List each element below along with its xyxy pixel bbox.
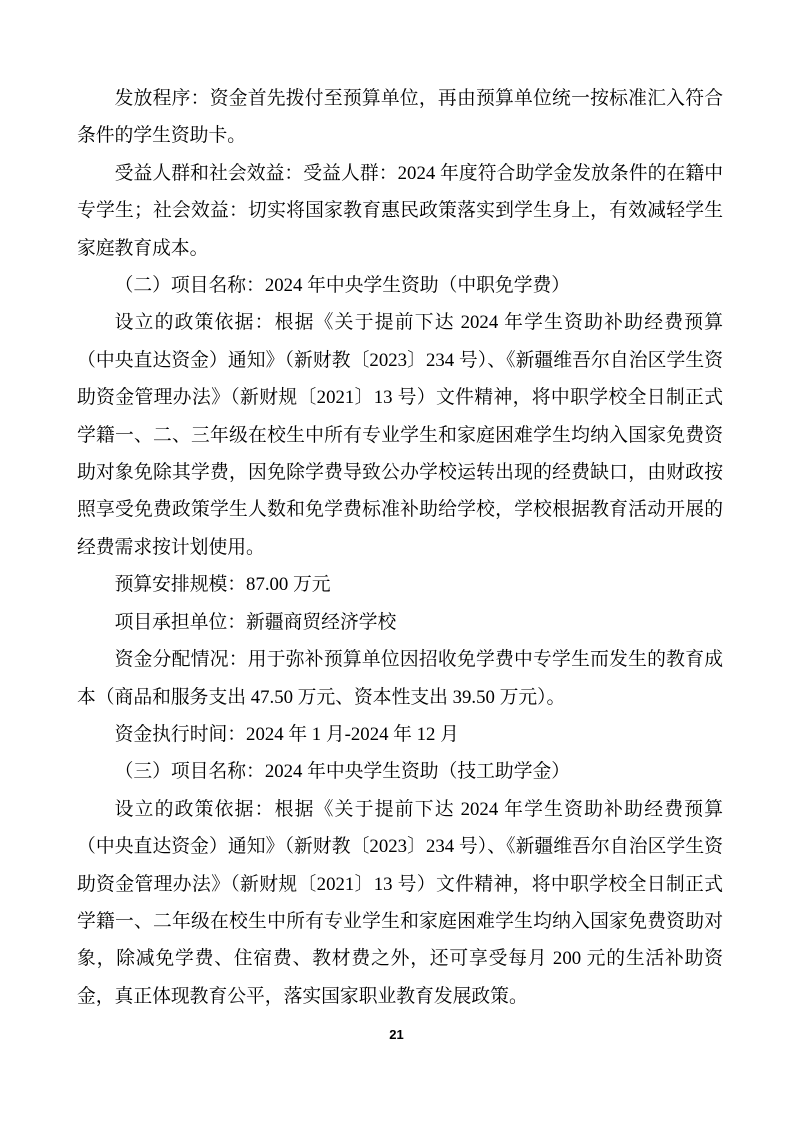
paragraph-undertaking-unit: 项目承担单位：新疆商贸经济学校 [114,611,397,633]
paragraph-project-3-policy-basis: 设立的政策依据：根据《关于提前下达 2024 年学生资助补助经费预算（中央直达资金）通知》（新财教〔2023〕234 号）、《新疆维吾尔自治区学生资助资金管理办法》（新财规〔2021〕13 号）文件精神，将中职学校全日制正式学籍一、二年级在校生中所有专业学生和家庭困难学生均纳入国家免费资助对象，除减免学费、住宿费、教材费之外，还可享受每月 200 元的生活补助资金，真正体现教育公平，落实国家职业教育发展政策。 [77,798,723,1007]
paragraph-fund-allocation: 资金分配情况：用于弥补预算单位因招收免学费中专学生而发生的教育成本（商品和服务支出 47.50 万元、资本性支出 39.50 万元）。 [77,649,723,708]
page-number: 21 [389,1027,404,1042]
paragraph-beneficiaries-social-benefit: 受益人群和社会效益：受益人群：2024 年度符合助学金发放条件的在籍中专学生；社会效益：切实将国家教育惠民政策落实到学生身上，有效减轻学生家庭教育成本。 [77,162,723,259]
paragraph-execution-period: 资金执行时间：2024 年 1 月-2024 年 12 月 [114,723,459,745]
document-body [77,80,723,1015]
paragraph-issuance-procedure: 发放程序：资金首先拨付至预算单位，再由预算单位统一按标准汇入符合条件的学生资助卡。 [77,88,723,147]
paragraph-project-2-title: （二）项目名称：2024 年中央学生资助（中职免学费） [114,275,571,297]
paragraph-budget-scale: 预算安排规模：87.00 万元 [114,574,331,596]
paragraph-project-3-title: （三）项目名称：2024 年中央学生资助（技工助学金） [114,761,571,783]
page-footer [0,1026,793,1044]
paragraph-project-2-policy-basis: 设立的政策依据：根据《关于提前下达 2024 年学生资助补助经费预算（中央直达资金）通知》（新财教〔2023〕234 号）、《新疆维吾尔自治区学生资助资金管理办法》（新财规〔2021〕13 号）文件精神，将中职学校全日制正式学籍一、二、三年级在校生中所有专业学生和家庭困难学生均纳入国家免费资助对象免除其学费，因免除学费导致公办学校运转出现的经费缺口，由财政按照享受免费政策学生人数和免学费标准补助给学校，学校根据教育活动开展的经费需求按计划使用。 [77,312,723,558]
